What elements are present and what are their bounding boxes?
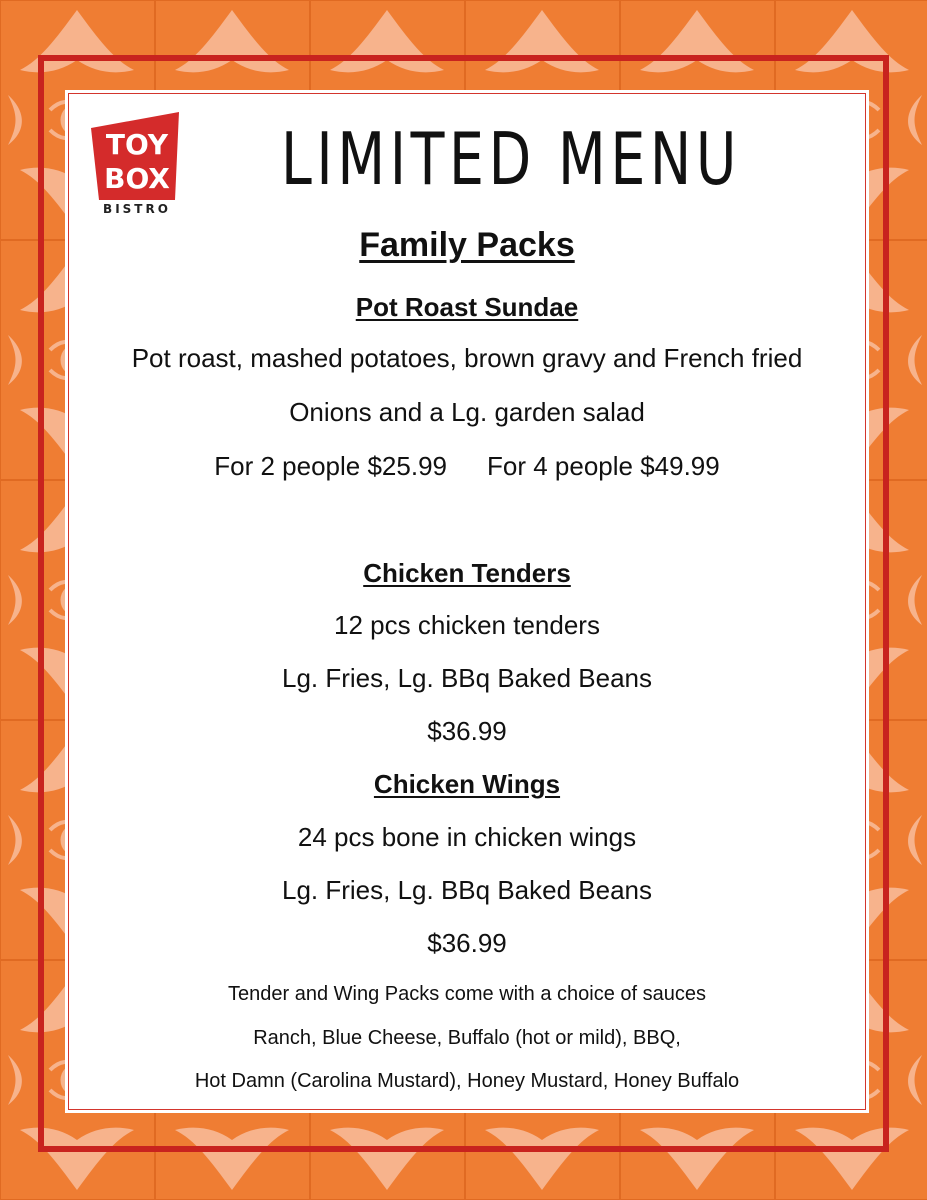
logo-subtitle: BISTRO — [103, 202, 171, 216]
sauce-list-line: Ranch, Blue Cheese, Buffalo (hot or mild), BBQ, — [253, 1027, 681, 1049]
item-desc-line: Onions and a Lg. garden salad — [289, 397, 645, 427]
page-title-wrap — [276, 117, 746, 201]
sauce-list-line: Hot Damn (Carolina Mustard), Honey Mustard, Honey Buffalo — [194, 1070, 740, 1092]
price-option-2-people: For 2 people $25.99 — [214, 451, 447, 481]
item-name-pot-roast: Pot Roast Sundae — [355, 292, 579, 322]
item-price: $36.99 — [427, 716, 507, 746]
logo-line1: TOY — [105, 128, 169, 161]
item-desc-line: Pot roast, mashed potatoes, brown gravy and French fried — [131, 343, 803, 373]
item-desc-line: 24 pcs bone in chicken wings — [297, 822, 637, 852]
item-desc-line: Lg. Fries, Lg. BBq Baked Beans — [282, 663, 652, 693]
item-desc-line: Lg. Fries, Lg. BBq Baked Beans — [282, 875, 652, 905]
item-name-chicken-tenders: Chicken Tenders — [363, 558, 571, 588]
page-title: LIMITED MENU — [281, 117, 741, 201]
price-options — [65, 451, 869, 482]
page-title-graphic — [276, 117, 746, 201]
toy-box-bistro-logo — [87, 110, 187, 218]
logo-line2: BOX — [104, 162, 170, 195]
sauce-note: Tender and Wing Packs come with a choice of sauces — [227, 983, 707, 1005]
item-desc-line: 12 pcs chicken tenders — [334, 610, 600, 640]
section-title: Family Packs — [359, 226, 575, 264]
logo-graphic — [87, 110, 187, 218]
price-option-4-people: For 4 people $49.99 — [487, 451, 720, 481]
item-name-chicken-wings: Chicken Wings — [373, 769, 561, 799]
item-price: $36.99 — [427, 928, 507, 958]
